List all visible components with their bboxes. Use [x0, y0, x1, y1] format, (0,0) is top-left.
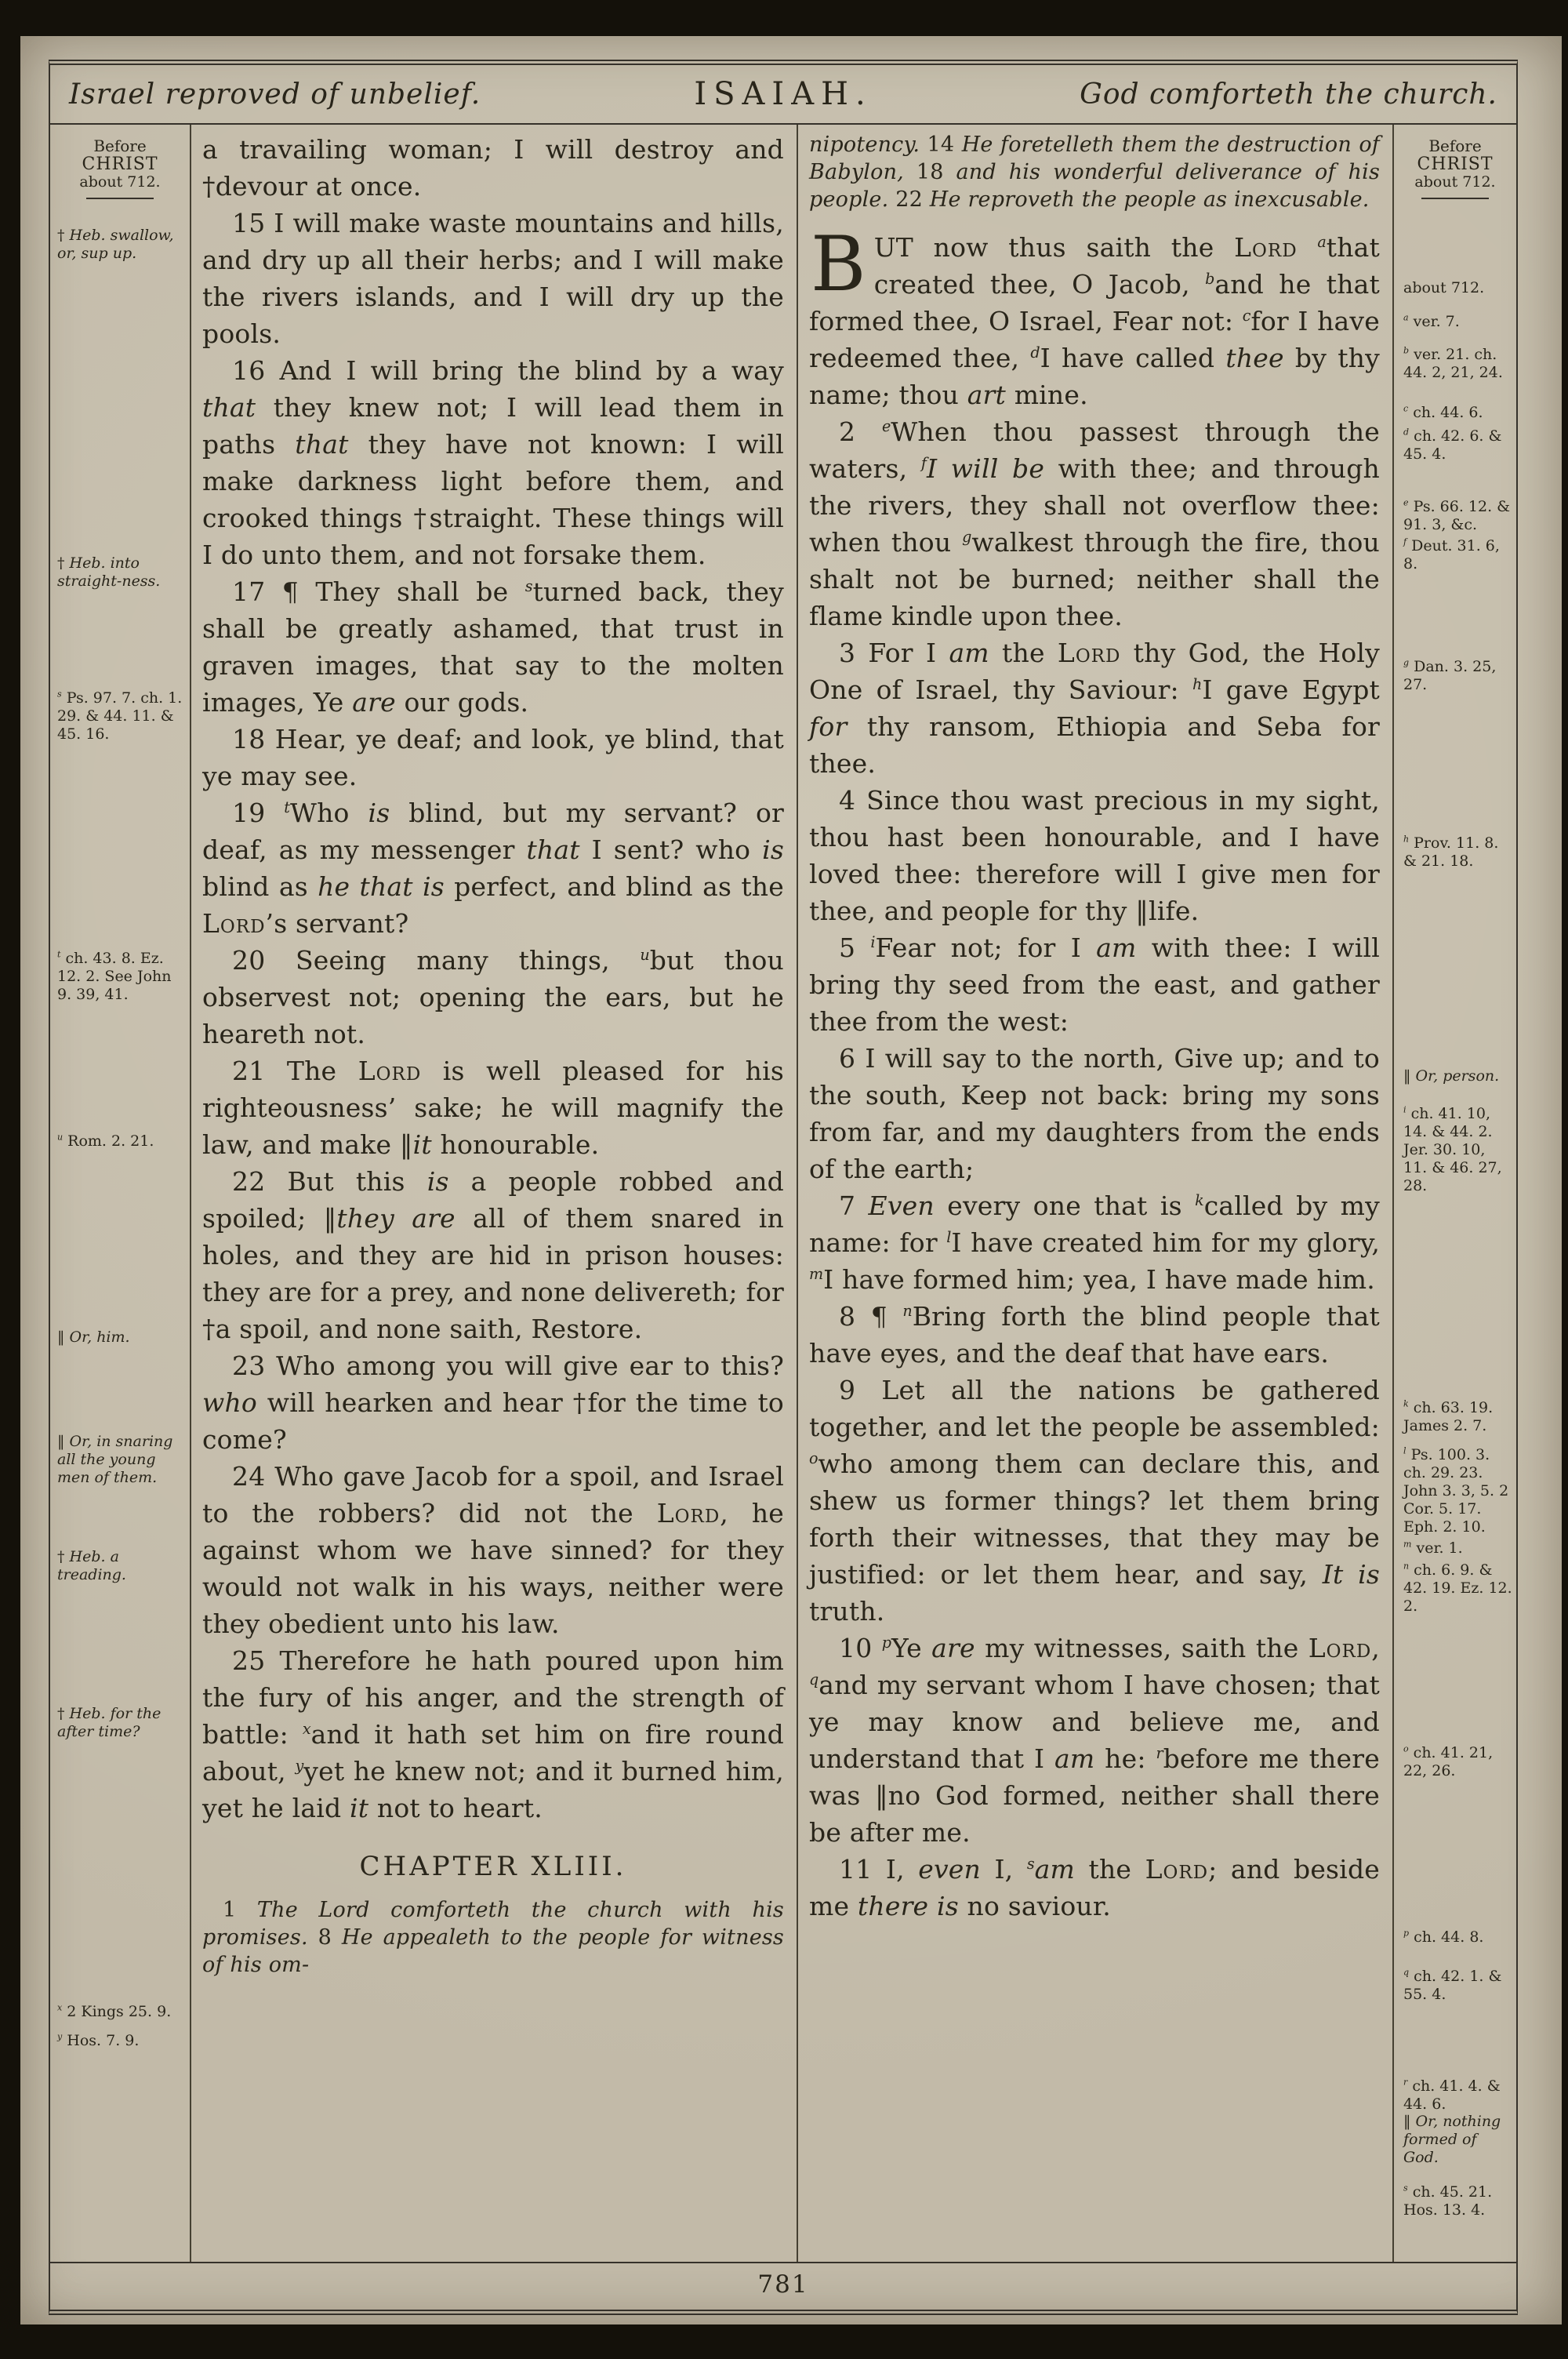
italic-word: Or, him.: [69, 1329, 130, 1346]
italic-word: it: [350, 1793, 369, 1823]
reference-mark: k: [1403, 1398, 1409, 1409]
margin-note: ‖ Or, person.: [1403, 1067, 1500, 1085]
margin-note: $^s$ ch. 45. 21. Hos. 13. 4.: [1403, 2183, 1493, 2219]
reference-mark: f: [920, 454, 927, 472]
verse-paragraph: 20 Seeing many things, $^u$but thou observest not; opening the ears, but he heareth not.: [202, 945, 784, 1049]
margin-note: ‖ Or, in snaring all the young men of them.: [57, 1433, 173, 1486]
italic-word: am: [1096, 932, 1137, 963]
reference-mark: p: [881, 1634, 891, 1652]
margin-note: $^c$ ch. 44. 6.: [1403, 403, 1483, 421]
reference-mark: p: [1403, 1928, 1410, 1939]
italic-word: He foretelleth them the destruction of Babylon,: [809, 133, 1380, 184]
italic-word: even: [918, 1854, 981, 1885]
reference-mark: t: [284, 798, 290, 816]
before-christ-heading: [50, 137, 190, 199]
page-number: 781: [757, 2270, 809, 2299]
verse-paragraph: 21 The Lord is well pleased for his righteousness’ sake; he will magnify the law, and make ‖it honourable.: [202, 1056, 784, 1160]
italic-word: are: [931, 1633, 975, 1663]
italic-word: Heb. swallow, or, sup up.: [57, 227, 174, 262]
running-head-right: God comforteth the church.: [1080, 78, 1497, 111]
margin-note: $^e$ Ps. 66. 12. & 91. 3, &c.: [1403, 497, 1511, 533]
drop-cap-initial: B: [811, 220, 866, 308]
margin-note: $^r$ ch. 41. 4. & 44. 6.: [1403, 2077, 1501, 2113]
verse-paragraph: 19 $^t$Who is blind, but my servant? or deaf, as my messenger that I sent? who is blind as he that is perfect, and blind as the Lord’s servant?: [202, 798, 784, 939]
margin-note: $^k$ ch. 63. 19. James 2. 7.: [1403, 1398, 1494, 1434]
italic-word: am: [949, 638, 989, 668]
italic-word: for: [809, 711, 848, 742]
reference-mark: b: [1205, 270, 1215, 288]
small-caps-word: Lord: [1308, 1633, 1372, 1663]
verse-paragraph: 2 $^e$When thou passest through the waters, $^f$I will be with thee; and through the rivers, they shall not overflow thee: when thou $^g$walkest through the fire, thou shalt not be burned; neither shall the flame kindle upon thee.: [809, 416, 1381, 631]
reference-mark: y: [295, 1757, 304, 1775]
running-head-left: Israel reproved of unbelief.: [69, 78, 481, 111]
verse-paragraph: 16 And I will bring the blind by a way that they knew not; I will lead them in paths that they have not known: I will make darkness light before them, and crooked things †straight. These things will I do unto them, and not forsake them.: [202, 355, 784, 570]
italic-word: who: [202, 1387, 257, 1418]
reference-mark: u: [640, 946, 650, 964]
reference-mark: a: [1317, 233, 1327, 251]
margin-note: † Heb. for the after time?: [57, 1705, 162, 1740]
italic-word: Or, nothing formed of God.: [1403, 2113, 1501, 2166]
running-head-center: ISAIAH.: [694, 76, 873, 112]
italic-word: that: [526, 834, 580, 865]
right-margin-notes-column: [1394, 125, 1516, 2262]
italic-word: art: [967, 380, 1006, 410]
page-footer: [50, 2262, 1516, 2310]
before-christ-line: CHRIST: [1417, 154, 1494, 174]
italic-word: they are: [336, 1203, 456, 1234]
book-page: [20, 36, 1562, 2324]
margin-note: $^b$ ver. 21. ch. 44. 2, 21, 24.: [1403, 345, 1503, 381]
italic-word: Heb. a treading.: [57, 1548, 126, 1583]
before-christ-line: about 712.: [79, 173, 161, 191]
margin-note: ‖ Or, nothing formed of God.: [1403, 2113, 1501, 2166]
margin-note: $^i$ ch. 41. 10, 14. & 44. 2. Jer. 30. 10, 11. & 46. 27, 28.: [1403, 1104, 1502, 1194]
before-christ-line: Before: [1428, 136, 1482, 155]
margin-note: $^s$ Ps. 97. 7. ch. 1. 29. & 44. 11. & 45. 16.: [57, 689, 183, 743]
reference-mark: a: [1403, 312, 1409, 323]
reference-mark: i: [870, 933, 876, 951]
verse-paragraph: 22 But this is a people robbed and spoiled; ‖they are all of them snared in holes, and they are hid in prison houses: they are for a prey, and none delivereth; for †a spoil, and none saith, Restore.: [202, 1166, 784, 1344]
verse-paragraph: 11 I, even I, $^s$am the Lord; and beside me there is no saviour.: [809, 1854, 1380, 1921]
margin-note: $^x$ 2 Kings 25. 9.: [57, 2002, 172, 2020]
italic-word: it: [412, 1129, 432, 1160]
verse-paragraph: 6 I will say to the north, Give up; and to the south, Keep not back: bring my sons from far, and my daughters from the ends of the earth;: [809, 1043, 1380, 1184]
italic-word: that: [202, 392, 256, 423]
reference-mark: m: [1403, 1539, 1412, 1550]
reference-mark: k: [1195, 1191, 1204, 1209]
reference-mark: i: [1403, 1104, 1406, 1115]
verse-paragraph: 8 ¶ $^n$Bring forth the blind people that have eyes, and the deaf that have ears.: [809, 1301, 1380, 1369]
reference-mark: x: [302, 1720, 311, 1738]
left-text-column: [191, 125, 798, 2262]
reference-mark: g: [962, 528, 972, 546]
italic-word: The Lord comforteth the church with his promises.: [202, 1898, 784, 1950]
reference-mark: f: [1403, 536, 1407, 547]
chapter-heading: CHAPTER XLIII.: [359, 1851, 627, 1882]
margin-note: $^t$ ch. 43. 8. Ez. 12. 2. See John 9. 39, 41.: [57, 949, 172, 1003]
margin-note: † Heb. into straight-ness.: [57, 554, 161, 590]
reference-mark: r: [1403, 2077, 1408, 2088]
italic-word: Or, in snaring all the young men of them.: [57, 1433, 173, 1486]
margin-note: $^a$ ver. 7.: [1403, 312, 1460, 330]
italic-word: Or, person.: [1415, 1067, 1500, 1085]
verse-paragraph: 4 Since thou wast precious in my sight, thou hast been honourable, and I have loved thee: therefore will I give men for thee, and people for thy ‖life.: [809, 785, 1380, 926]
reference-mark: g: [1403, 657, 1410, 668]
margin-note: $^f$ Deut. 31. 6, 8.: [1403, 536, 1500, 572]
reference-mark: e: [881, 417, 891, 435]
reference-mark: r: [1156, 1744, 1163, 1762]
margin-note: about 712.: [1403, 279, 1485, 296]
italic-word: nipotency.: [809, 133, 920, 157]
margin-note: $^q$ ch. 42. 1. & 55. 4.: [1403, 1967, 1502, 2003]
before-christ-line: about 712.: [1414, 173, 1496, 191]
italic-word: and his wonderful deliverance of his people.: [809, 160, 1381, 212]
before-christ-heading: [1394, 137, 1516, 199]
verse-paragraph: 24 Who gave Jacob for a spoil, and Israel to the robbers? did not the Lord, he against whom we have sinned? for they would not walk in his ways, neither were they obedient unto his law.: [202, 1461, 785, 1639]
margin-note: $^u$ Rom. 2. 21.: [57, 1132, 154, 1150]
reference-mark: l: [1403, 1445, 1406, 1456]
italic-word: there is: [857, 1891, 959, 1921]
verse-paragraph: 15 I will make waste mountains and hills, and dry up all their herbs; and I will make the rivers islands, and I will dry up the pools.: [202, 208, 784, 349]
margin-rule: [1421, 198, 1489, 199]
chapter-summary: 1 The Lord comforteth the church with his promises. 8 He appealeth to the people for witness of his om-: [202, 1898, 784, 1977]
reference-mark: e: [1403, 497, 1409, 508]
verse-paragraph: 23 Who among you will give ear to this? who will hearken and hear †for the time to come?: [202, 1350, 784, 1455]
verse-paragraph: BUT now thus saith the Lord $^a$that created thee, O Jacob, $^b$and he that formed thee, O Israel, Fear not: $^c$for I have redeemed thee, $^d$I have called thee by thy name; thou art mine.: [809, 220, 1380, 410]
reference-mark: c: [1403, 403, 1409, 414]
verse-paragraph: 3 For I am the Lord thy God, the Holy One of Israel, thy Saviour: $^h$I gave Egypt for thy ransom, Ethiopia and Seba for thee.: [809, 638, 1381, 779]
italic-word: is: [762, 834, 784, 865]
italic-word: that: [295, 429, 349, 460]
verse-paragraph: 5 $^i$Fear not; for I am with thee: I will bring thy seed from the east, and gather thee from the west:: [809, 932, 1380, 1037]
italic-word: is: [368, 798, 390, 828]
reference-mark: l: [946, 1228, 952, 1246]
verse-paragraph: 9 Let all the nations be gathered together, and let the people be assembled: $^o$who among them can declare this, and shew us former things? let them bring forth their witnesses, that they may be justified: or let them hear, and say, It is truth.: [809, 1375, 1381, 1627]
verse-paragraph: 17 ¶ They shall be $^s$turned back, they shall be greatly ashamed, that trust in graven images, that say to the molten images, Ye are our gods.: [202, 576, 784, 718]
reference-mark: s: [1026, 1855, 1035, 1873]
left-margin-notes-column: [50, 125, 191, 2262]
reference-mark: n: [902, 1302, 913, 1320]
margin-note: $^g$ Dan. 3. 25, 27.: [1403, 657, 1497, 693]
reference-mark: t: [57, 949, 61, 960]
italic-word: is: [426, 1166, 449, 1197]
verse-paragraph: 10 $^p$Ye are my witnesses, saith the Lord, $^q$and my servant whom I have chosen; that ye may know and believe me, and understand that I am he: $^r$before me there was ‖no God formed, neither shall there be after me.: [809, 1633, 1380, 1848]
verse-paragraph: 25 Therefore he hath poured upon him the fury of his anger, and the strength of battle: $^x$and it hath set him on fire round about, $^y$yet he knew not; and it burned him, yet he laid it not to heart.: [202, 1645, 784, 1823]
small-caps-word: Lord: [1234, 232, 1298, 263]
reference-mark: u: [57, 1132, 64, 1143]
reference-mark: o: [1403, 1743, 1409, 1754]
running-header: [50, 65, 1516, 125]
reference-mark: o: [809, 1449, 818, 1467]
chapter-summary: nipotency. 14 He foretelleth them the destruction of Babylon, 18 and his wonderful deliverance of his people. 22 He reproveth the people as inexcusable.: [809, 133, 1381, 212]
small-caps-word: Lord: [1145, 1854, 1209, 1885]
margin-note: † Heb. swallow, or, sup up.: [57, 227, 174, 262]
italic-word: Even: [868, 1190, 935, 1221]
italic-word: It is: [1322, 1559, 1381, 1590]
before-christ-line: Before: [93, 136, 147, 155]
right-text-column: [798, 125, 1394, 2262]
italic-word: Heb. for the after time?: [57, 1705, 162, 1740]
small-caps-word: Lord: [358, 1056, 422, 1086]
verse-paragraph: 18 Hear, ye deaf; and look, ye blind, that ye may see.: [202, 724, 784, 791]
italic-word: am: [1054, 1743, 1095, 1774]
italic-word: I will be: [926, 453, 1045, 484]
reference-mark: d: [1030, 343, 1040, 362]
margin-note: $^n$ ch. 6. 9. & 42. 19. Ez. 12. 2.: [1403, 1561, 1512, 1615]
reference-mark: q: [1403, 1967, 1410, 1978]
margin-note: $^y$ Hos. 7. 9.: [57, 2031, 140, 2049]
reference-mark: y: [57, 2031, 63, 2042]
small-caps-word: Lord: [1057, 638, 1121, 668]
reference-mark: d: [1403, 427, 1410, 438]
italic-word: am: [1034, 1854, 1076, 1885]
italic-word: Heb. into straight-ness.: [57, 554, 161, 590]
text-columns: [50, 125, 1516, 2262]
margin-note: † Heb. a treading.: [57, 1548, 126, 1583]
margin-note: $^p$ ch. 44. 8.: [1403, 1928, 1484, 1946]
small-caps-word: Lord: [656, 1498, 720, 1528]
reference-mark: x: [57, 2002, 63, 2013]
italic-word: He appealeth to the people for witness of his om-: [202, 1925, 784, 1977]
reference-mark: m: [809, 1265, 824, 1283]
margin-rule: [86, 198, 154, 199]
reference-mark: s: [57, 689, 62, 700]
reference-mark: s: [1403, 2183, 1408, 2194]
reference-mark: q: [809, 1670, 819, 1688]
margin-note: $^l$ Ps. 100. 3. ch. 29. 23. John 3. 3, 5. 2 Cor. 5. 17. Eph. 2. 10.: [1403, 1445, 1509, 1536]
margin-note: ‖ Or, him.: [57, 1329, 130, 1346]
reference-mark: c: [1242, 307, 1251, 325]
margin-note: $^m$ ver. 1.: [1403, 1539, 1463, 1557]
margin-note: $^d$ ch. 42. 6. & 45. 4.: [1403, 427, 1502, 463]
italic-word: He reproveth the people as inexcusable.: [929, 187, 1370, 212]
before-christ-line: CHRIST: [82, 154, 158, 174]
verse-paragraph: a travailing woman; I will destroy and †devour at once.: [202, 134, 784, 202]
small-caps-word: Lord: [202, 908, 266, 939]
reference-mark: h: [1192, 675, 1203, 693]
reference-mark: b: [1403, 345, 1410, 356]
italic-word: thee: [1225, 343, 1284, 373]
reference-mark: h: [1403, 834, 1410, 845]
margin-note: $^h$ Prov. 11. 8. & 21. 18.: [1403, 834, 1499, 870]
italic-word: are: [352, 687, 396, 718]
reference-mark: s: [524, 577, 533, 595]
page-frame: [49, 60, 1518, 2315]
margin-note: $^o$ ch. 41. 21, 22, 26.: [1403, 1743, 1494, 1779]
reference-mark: n: [1403, 1561, 1410, 1572]
italic-word: he that is: [318, 871, 445, 902]
verse-paragraph: 7 Even every one that is $^k$called by my name: for $^l$I have created him for my glory, $^m$I have formed him; yea, I have made him.: [809, 1190, 1381, 1295]
